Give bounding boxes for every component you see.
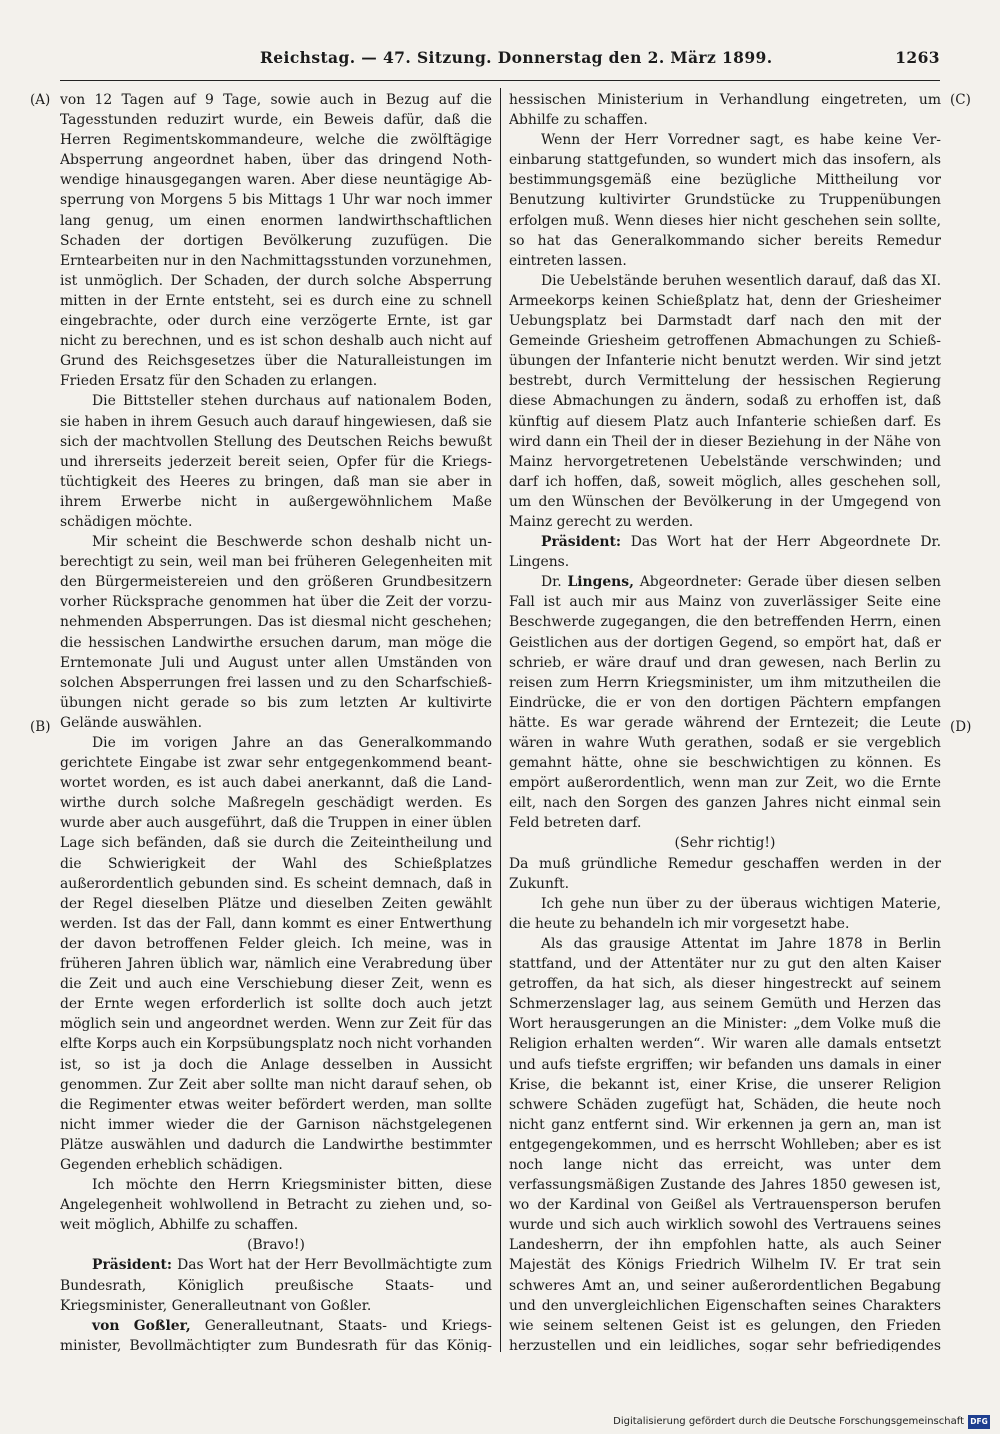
header-title: Reichstag. — 47. Sitzung. Donnerstag den 2. März 1899. (260, 48, 773, 67)
speech-paragraph (509, 532, 941, 572)
speech-paragraph (509, 572, 941, 833)
paragraph: Mir scheint die Beschwerde schon deshalb nicht unberechtigt zu sein, weil man bei früheren Gelegenheiten mit den Bürgermeistereien und den größeren Grundbesitzern vorher Rücksprache genommen hat über die Zeit der vorzunehmenden Absperrungen. Das ist diesmal nicht geschehen; die hessischen Landwirthe ersuchen darum, man möge die Erntemonate Juli und August unter allen Umständen von solchen Absperrungen frei lassen und zu den Scharfschießübungen nicht gerade so bis zum letzten Ar kultivirte Gelände auswählen. (60, 534, 492, 731)
margin-marker-d: (D) (950, 719, 972, 735)
footer-credit: Digitalisierung gefördert durch die Deutsche Forschungsgemeinschaft (613, 1416, 964, 1427)
paragraph: Als das grausige Attentat im Jahre 1878 in Berlin stattfand, und der Attentäter nur zu gut den alten Kaiser getroffen, da hat sich, als dieser hingestreckt auf seinem Schmerzenslager lag, aus seinem Gemüth und Herzen das Wort herausgerungen an die Minister: „dem Volke muß die Religion erhalten werden“. Wir waren alle damals entsetzt und aufs tiefste ergriffen; wir befanden uns damals in einer Krise, die bekannt ist, einer Krise, die unserer Religion schwere Schäden zugefügt hat, Schäden, die heute noch nicht ganz entfernt sind. Wir erkennen ja gern an, man ist entgegengekommen, und es herrscht Wohlleben; aber es ist noch lange nicht das erreicht, was unter dem verfassungsmäßigen Zustande des Jahres 1850 gewesen ist, wo der Kardinal von Geißel als Vertrauensperson berufen wurde und sich auch wirklich sowohl des Vertrauens seines Landesherrn, der ihn empfohlen hatte, als auch Seiner Majestät des Königs Friedrich Wilhelm IV. Er trat sein schweres Amt an, und seiner außerordentlichen Begabung und den unvergleichlichen Eigenschaften seines Charakters wie seinem seltenen Geist ist es gelungen, den Frieden herzustellen und ein leidliches, sogar sehr befriedigendes (509, 935, 941, 1352)
speech-paragraph (60, 1255, 492, 1315)
dfg-logo: DFG (968, 1415, 990, 1429)
speaker-name: von Goßler, (92, 1317, 191, 1334)
header-rule (60, 80, 940, 81)
left-column (60, 90, 492, 1352)
speech-text: Generalleutnant, Staats- und Kriegsminister, Bevollmächtigter zum Bundesrath für das König (60, 1317, 492, 1352)
speaker-title: Dr. (541, 574, 568, 591)
column-divider (500, 88, 501, 1352)
paragraph: Da muß gründliche Remedur geschaffen werden in der Zukunft. (509, 855, 941, 892)
page-header (40, 44, 940, 70)
margin-marker-c: (C) (950, 92, 971, 108)
margin-marker-a: (A) (30, 92, 51, 108)
interjection: (Sehr richtig!) (674, 835, 776, 852)
paragraph: hessischen Ministerium in Verhandlung eingetreten, um Abhilfe zu schaffen. (509, 92, 941, 129)
margin-marker-b: (B) (30, 719, 51, 735)
paragraph: Die Uebelstände beruhen wesentlich darauf, daß das XI. Armeekorps keinen Schießplatz hat, denn der Griesheimer Uebungsplatz bei Darmstadt darf nach den mit der Gemeinde Griesheim getroffenen Abmachungen zu Schießübungen der Infanterie nicht benutzt werden. Wir sind jetzt bestrebt, durch Vermittelung der hessischen Regierung diese Abmachungen zu ändern, sodaß zu erhoffen ist, daß künftig auf diesem Platz auch Infanterie schießen darf. Es wird dann ein Theil der in dieser Beziehung in der Nähe von Mainz hervorgetretenen Uebelstände verschwinden; und darf ich hoffen, daß, soweit möglich, alles geschehen soll, um den Wünschen der Bevölkerung in der Umgegend von Mainz gerecht zu werden. (509, 272, 941, 530)
speech-text: Das Wort hat der Herr Bevollmächtigte zum Bundesrath, Königlich preußische Staats- und Kriegsminister, Generalleutnant von Goßler. (60, 1257, 492, 1314)
paragraph: Ich möchte den Herrn Kriegsminister bitten, diese Angelegenheit wohlwollend in Betracht zu ziehen und, soweit möglich, Abhilfe zu schaffen. (60, 1177, 492, 1234)
speaker-name: Präsident: (541, 534, 622, 551)
page-footer (600, 1415, 990, 1431)
paragraph: von 12 Tagen auf 9 Tage, sowie auch in Bezug auf die Tagesstunden reduzirt wurde, ein Beweis dafür, daß die Herren Regimentskommandeure, welche die zwölftägige Absperrung angeordnet haben, über das dringend Nothwendige hinausgegangen waren. Aber diese neuntägige Absperrung von Morgens 5 bis Mittags 1 Uhr war noch immer lang genug, um einen enormen landwirthschaftlichen Schaden der dortigen Bevölkerung zuzufügen. Die Erntearbeiten nur in den Nachmittagsstunden vorzunehmen, ist unmöglich. Der Schaden, der durch solche Absperrung mitten in der Ernte entsteht, sei es durch eine zu schnell eingebrachte, oder durch eine verzögerte Ernte, ist gar nicht zu berechnen, und es ist schon deshalb auch nicht auf Grund des Reichsgesetzes über die Naturalleistungen im Frieden Ersatz für den Schaden zu erlangen. (60, 92, 492, 390)
page-number: 1263 (895, 48, 940, 67)
speech-text: Das Wort hat der Herr Abgeordnete Dr. Lingens. (509, 534, 941, 571)
paragraph: Wenn der Herr Vorredner sagt, es habe keine Vereinbarung stattgefunden, so wundert mich das insofern, als bestimmungsgemäß eine bezügliche Mittheilung vor Benutzung kultivirter Grundstücke zu Truppenübungen erfolgen muß. Wenn dieses hier nicht geschehen sein sollte, so hat das Generalkommando sicher bereits Remedur eintreten lassen. (509, 132, 941, 269)
interjection: (Bravo!) (247, 1237, 305, 1254)
right-column (509, 90, 941, 1352)
speaker-name: Lingens, (567, 574, 634, 591)
speaker-name: Präsident: (92, 1257, 173, 1274)
paragraph: Die im vorigen Jahre an das Generalkommando gerichtete Eingabe ist zwar sehr entgegenkommend beantwortet worden, es ist auch dabei anerkannt, daß die Landwirthe durch solche Maßregeln geschädigt werden. Es wurde aber auch ausgeführt, daß die Truppen in einer üblen Lage sich befänden, daß sie durch die Zeiteintheilung und die Schwierigkeit der Wahl des Schießplatzes außerordentlich gebunden sind. Es scheint demnach, daß in der Regel dieselben Plätze und dieselben Zeiten gewählt werden. Ist das der Fall, dann kommt es einer Entwerthung der davon betroffenen Felder gleich. Ich meine, was in früheren Jahren üblich war, nämlich eine Verabredung über die Zeit und auch eine Verschiebung dieser Zeit, wenn es der Ernte wegen erforderlich ist sollte doch auch jetzt möglich sein und angeordnet werden. Wenn zur Zeit für das elfte Korps auch ein Korpsübungsplatz noch nicht vorhanden ist, so ist ja doch die Anlage desselben in Aussicht genommen. Zur Zeit aber sollte man nicht darauf sehen, ob die Regimenter etwas weiter befördert werden, man sollte nicht immer wieder die der Garnison nächstgelegenen Plätze auswählen und dadurch die Landwirthe bestimmter Gegenden erheblich schädigen. (60, 735, 492, 1173)
paragraph: Die Bittsteller stehen durchaus auf nationalem Boden, sie haben in ihrem Gesuch auch darauf hingewiesen, daß sie sich der machtvollen Stellung des Deutschen Reichs bewußt und ihrerseits jederzeit bereit seien, Opfer für die Kriegstüchtigkeit des Heeres zu bringen, daß man sie aber in ihrem Erwerbe nicht in außergewöhnlichem Maße schädigen möchte. (60, 393, 492, 530)
paragraph: Ich gehe nun über zu der überaus wichtigen Materie, die heute zu behandeln ich mir vorgesetzt habe. (509, 895, 941, 932)
speech-paragraph (60, 1316, 492, 1352)
speech-text: Abgeordneter: Gerade über diesen selben Fall ist auch mir aus Mainz von zuverlässiger Seite eine Beschwerde zugegangen, die den betreffenden Herrn, einen Geistlichen aus der dortigen Gegend, so empört hat, daß er schrieb, er wäre drauf und dran gewesen, nach Berlin zu reisen zum Herrn Kriegsminister, um ihm mitzutheilen die Eindrücke, die er von den dortigen Pächtern empfangen hätte. Es war gerade während der Erntezeit; die Leute wären in wahre Wuth gerathen, sodaß er sie vergeblich gemahnt hätte, ohne sie beschwichtigen zu können. Es empört außerordentlich, wenn man zur Zeit, wo die Ernte eilt, nach den Sorgen des ganzen Jahres nicht einmal sein Feld betreten darf. (509, 574, 941, 832)
